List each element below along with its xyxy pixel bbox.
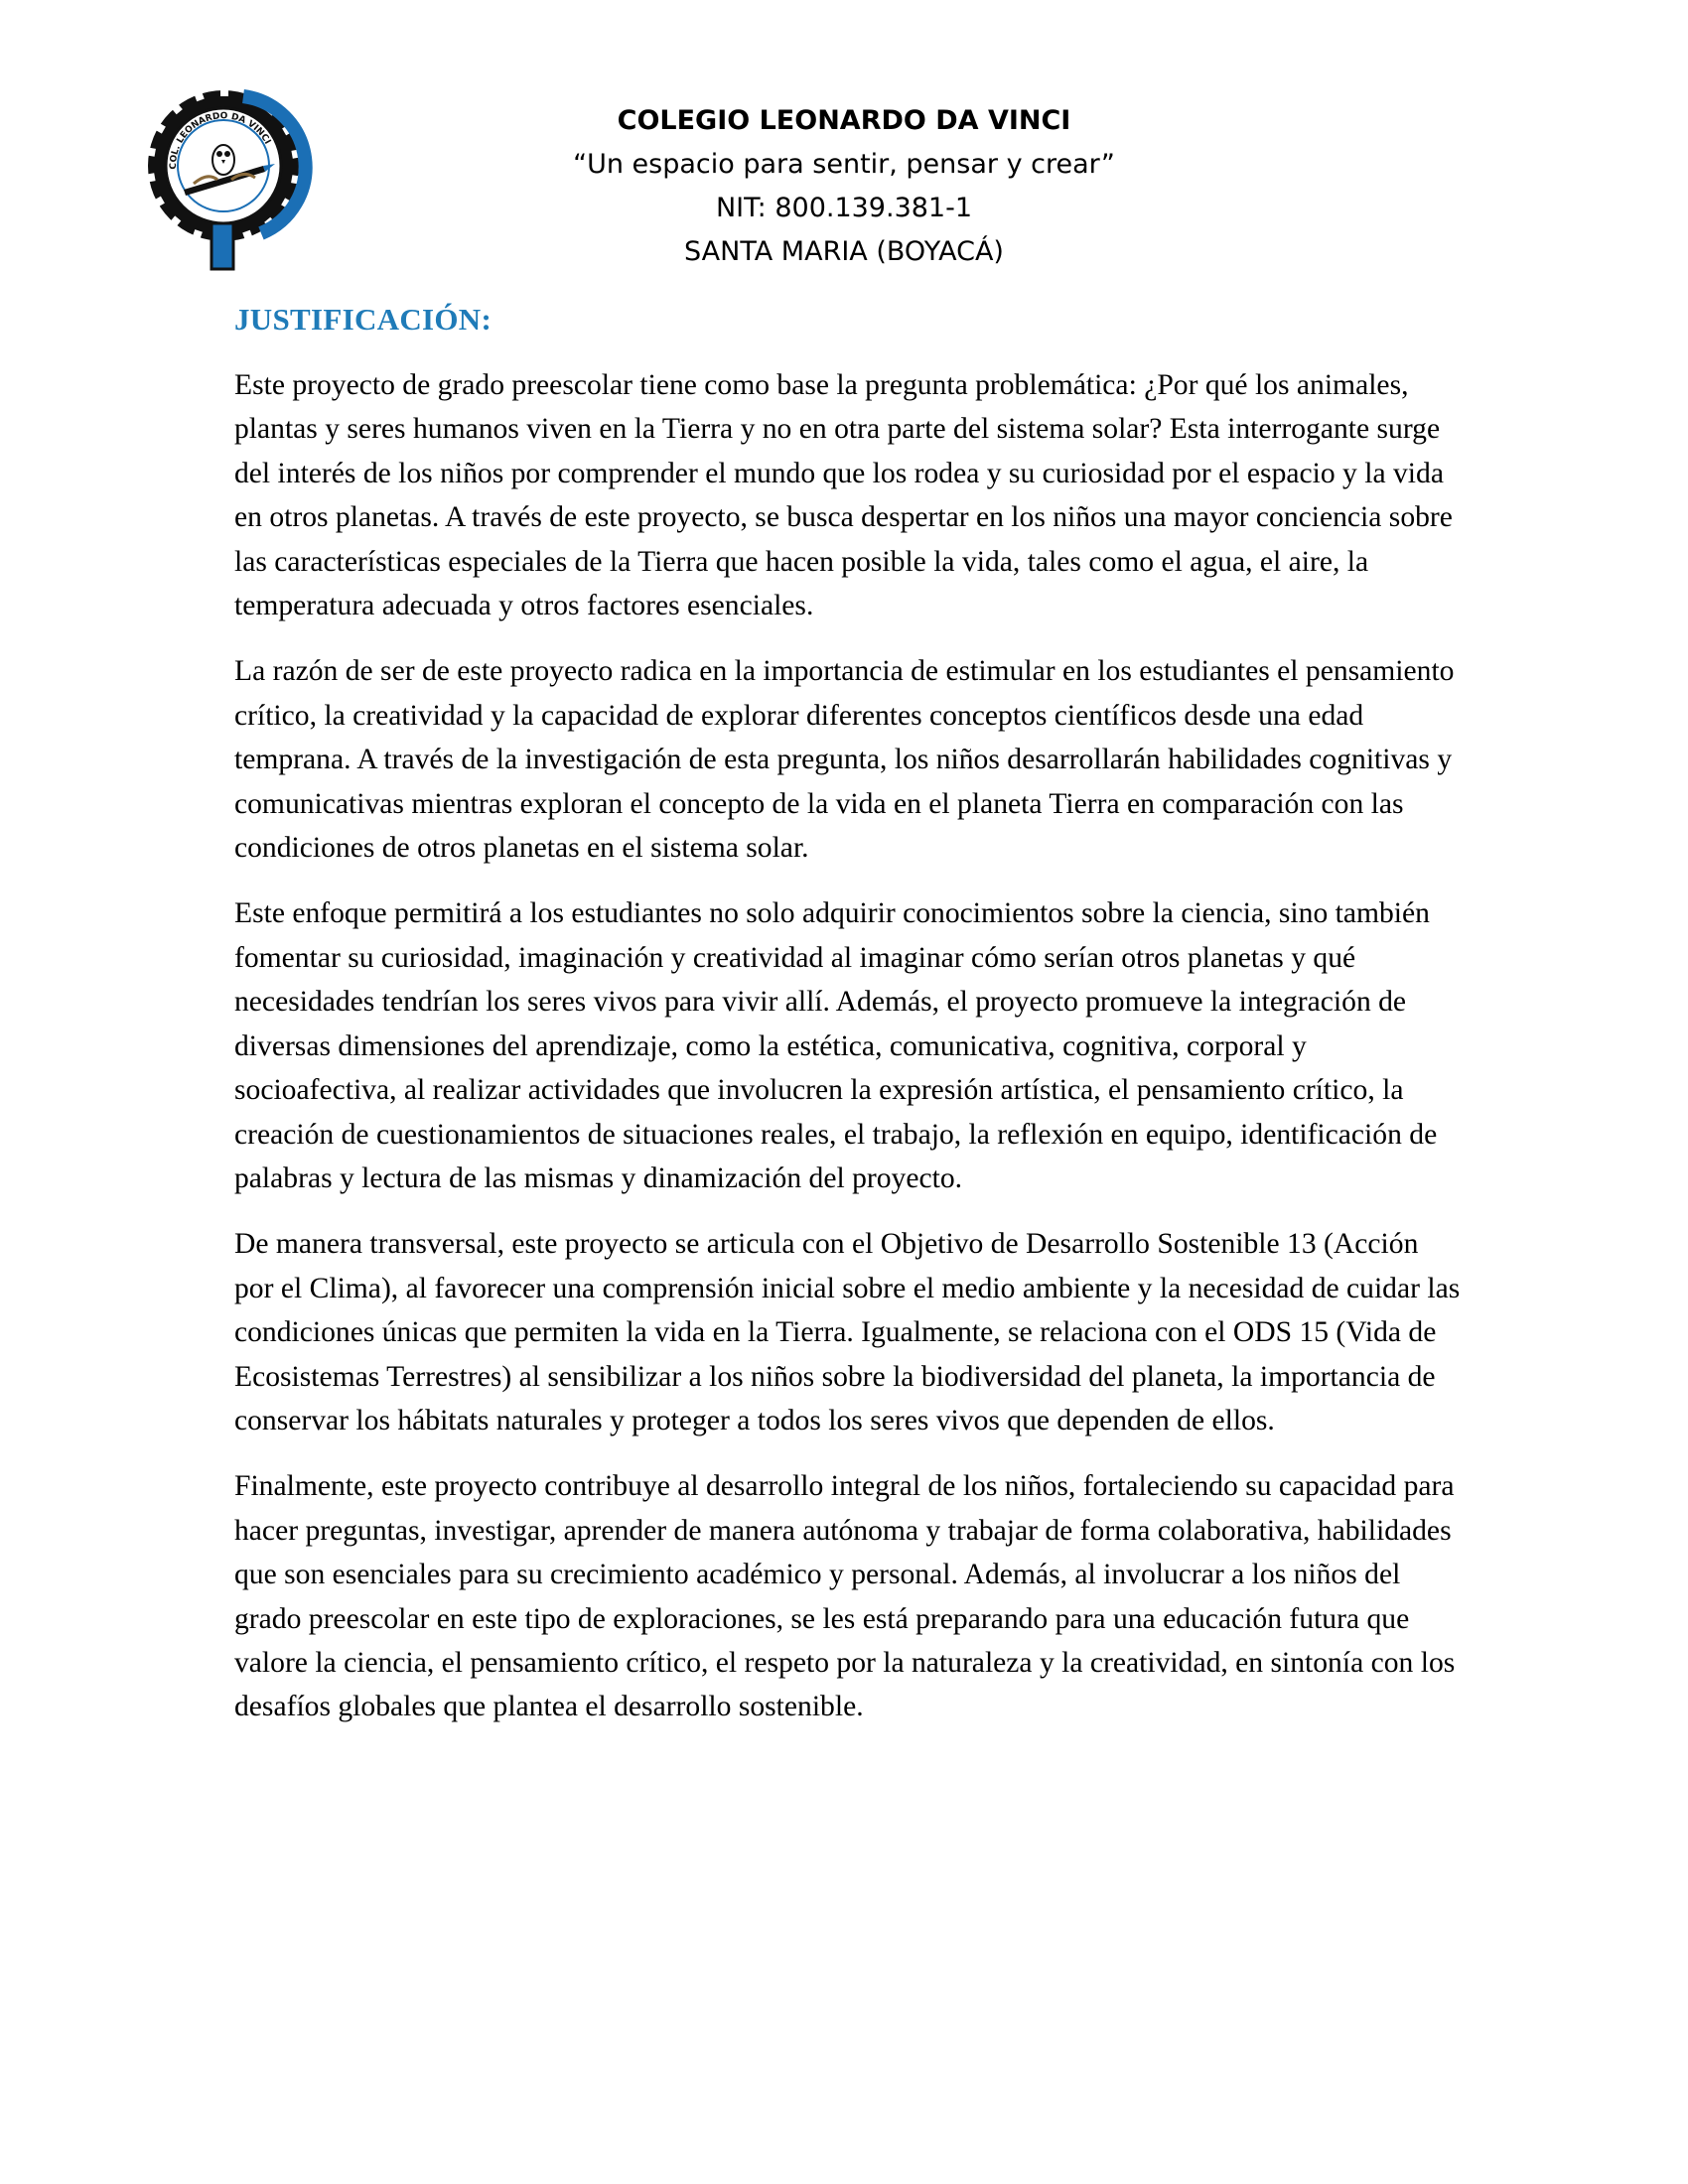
paragraph-1: Este proyecto de grado preescolar tiene como base la pregunta problemática: ¿Por qué los animales, plantas y seres humanos viven en la Tierra y no en otra parte del sistema solar? Esta interrogante surge del interés de los niños por comprender el mundo que los rodea y su curiosidad por el espacio y la vida en otros planetas. A través de este proyecto, se busca despertar en los niños una mayor conciencia sobre las características especiales de la Tierra que hacen posible la vida, tales como el agua, el aire, la temperatura adecuada y otros factores esenciales. [234, 369, 1453, 622]
school-motto: “Un espacio para sentir, pensar y crear” [573, 149, 1115, 180]
document-header [397, 99, 1291, 274]
owl-icon [212, 145, 234, 175]
logo-ring-text: COL. LEONARDO DA VINCI [168, 111, 273, 170]
school-location: SANTA MARIA (BOYACÁ) [684, 236, 1004, 267]
section-title: JUSTIFICACIÓN: [234, 302, 492, 337]
paragraph-2: La razón de ser de este proyecto radica en la importancia de estimular en los estudiantes el pensamiento crítico, la creatividad y la capacidad de explorar diferentes conceptos científicos desde una edad temprana. A través de la investigación de esta pregunta, los niños desarrollarán habilidades cognitivas y comunicativas mientras exploran el concepto de la vida en el planeta Tierra en comparación con las condiciones de otros planetas en el sistema solar. [234, 655, 1455, 865]
school-nit: NIT: 800.139.381-1 [715, 193, 973, 223]
paragraph-4: De manera transversal, este proyecto se articula con el Objetivo de Desarrollo Sostenible 13 (Acción por el Clima), al favorecer una comprensión inicial sobre el medio ambiente y la necesidad de cuidar las condiciones únicas que permiten la vida en la Tierra. Igualmente, se relaciona con el ODS 15 (Vida de Ecosistemas Terrestres) al sensibilizar a los niños sobre la biodiversidad del planeta, la importancia de conservar los hábitats naturales y proteger a todos los seres vivos que dependen de ellos. [234, 1228, 1461, 1436]
paragraph-5: Finalmente, este proyecto contribuye al desarrollo integral de los niños, fortaleciendo su capacidad para hacer preguntas, investigar, aprender de manera autónoma y trabajar de forma colaborativa, habilidades que son esenciales para su crecimiento académico y personal. Además, al involucrar a los niños del grado preescolar en este tipo de exploraciones, se les está preparando para una educación futura que valore la ciencia, el pensamiento crítico, el respeto por la naturaleza y la creatividad, en sintonía con los desafíos globales que plantea el desarrollo sostenible. [234, 1470, 1456, 1723]
paragraph-3: Este enfoque permitirá a los estudiantes no solo adquirir conocimientos sobre la ciencia, sino también fomentar su curiosidad, imaginación y creatividad al imaginar cómo serían otros planetas y qué necesidades tendrían los seres vivos para vivir allí. Además, el proyecto promueve la integración de diversas dimensiones del aprendizaje, como la estética, comunicativa, cognitiva, corporal y socioafectiva, al realizar actividades que involucren la expresión artística, el pensamiento crítico, la creación de cuestionamientos de situaciones reales, el trabajo, la reflexión en equipo, identificación de palabras y lectura de las mismas y dinamización del proyecto. [234, 897, 1438, 1194]
school-name: COLEGIO LEONARDO DA VINCI [617, 105, 1071, 136]
section-body [234, 363, 1462, 1751]
school-logo [144, 84, 313, 273]
